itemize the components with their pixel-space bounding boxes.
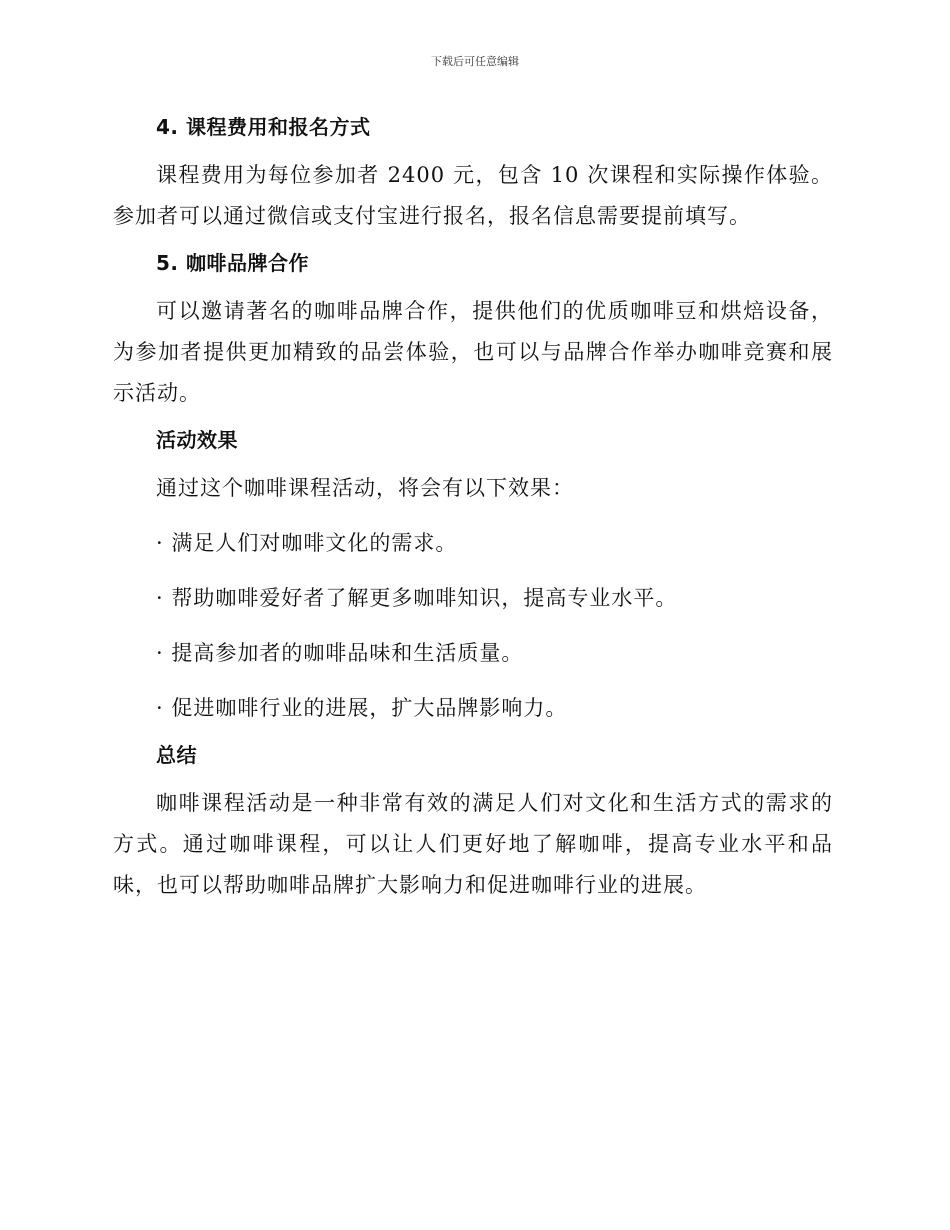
- list-item: · 促进咖啡行业的进展，扩大品牌影响力。: [156, 696, 568, 720]
- paragraph-brand-cooperation: 可以邀请著名的咖啡品牌合作，提供他们的优质咖啡豆和烘焙设备，为参加者提供更加精致的品尝体验，也可以与品牌合作举办咖啡竞赛和展示活动。: [113, 299, 833, 405]
- paragraph-fees: 课程费用为每位参加者 2400 元，包含 10 次课程和实际操作体验。参加者可以通过微信或支付宝进行报名，报名信息需要提前填写。: [113, 163, 833, 228]
- section-heading-summary: 总结: [156, 743, 197, 767]
- paragraph-effects-intro: 通过这个咖啡课程活动，将会有以下效果：: [156, 476, 574, 500]
- paragraph-summary: 咖啡课程活动是一种非常有效的满足人们对文化和生活方式的需求的方式。通过咖啡课程，可以让人们更好地了解咖啡，提高专业水平和品味，也可以帮助咖啡品牌扩大影响力和促进咖啡行业的进展。: [113, 791, 833, 897]
- page-header: 下载后可任意编辑: [431, 55, 519, 68]
- list-item: · 提高参加者的咖啡品味和生活质量。: [156, 641, 524, 665]
- list-item: · 满足人们对咖啡文化的需求。: [156, 531, 458, 555]
- list-item: · 帮助咖啡爱好者了解更多咖啡知识，提高专业水平。: [156, 586, 678, 610]
- section-heading-brand-cooperation: 5. 咖啡品牌合作: [156, 251, 309, 275]
- section-heading-fees: 4. 课程费用和报名方式: [156, 115, 371, 139]
- section-heading-effects: 活动效果: [156, 428, 238, 452]
- document-body: [113, 112, 833, 906]
